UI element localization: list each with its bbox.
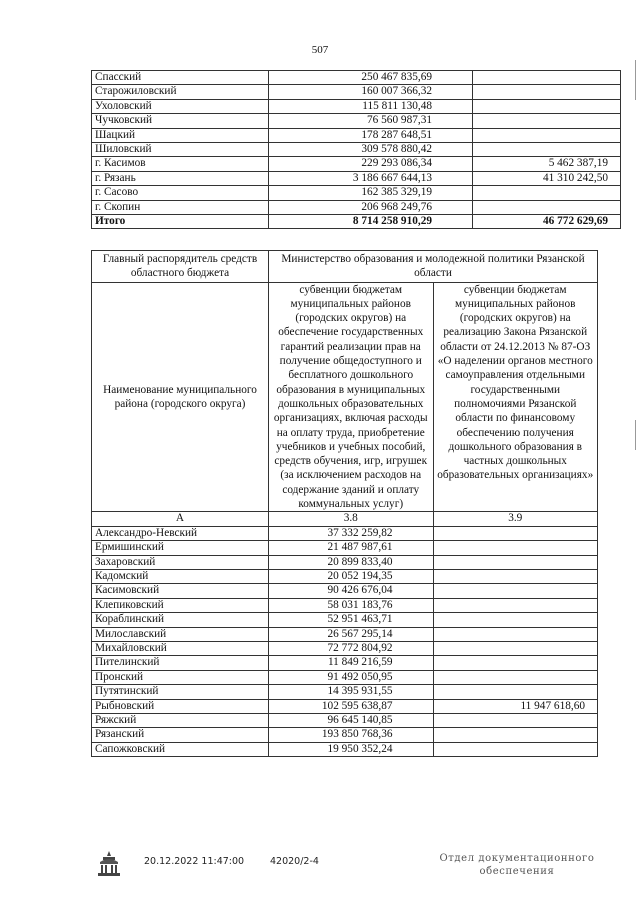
table-row xyxy=(92,128,621,142)
amount-col1: 96 645 140,85 xyxy=(269,714,434,728)
municipality-name: Кораблинский xyxy=(92,613,269,627)
municipality-name: Чучковский xyxy=(92,114,269,128)
amount-col1: 72 772 804,92 xyxy=(269,642,434,656)
amount-col2 xyxy=(473,71,621,85)
amount-col2 xyxy=(433,656,598,670)
amount-col2 xyxy=(433,714,598,728)
amount-col2 xyxy=(433,728,598,742)
header-row-columns xyxy=(92,282,598,512)
municipality-name: г. Рязань xyxy=(92,171,269,185)
municipality-column-label: Наименование муниципального района (городского округа) xyxy=(92,282,269,512)
municipality-name: Старожиловский xyxy=(92,85,269,99)
page-number: 507 xyxy=(311,44,329,56)
amount-col1: 20 899 833,40 xyxy=(269,555,434,569)
amount-col1: 115 811 130,48 xyxy=(269,99,473,113)
table-row xyxy=(92,99,621,113)
municipality-name: г. Касимов xyxy=(92,157,269,171)
municipality-name: Спасский xyxy=(92,71,269,85)
municipality-name: Рыбновский xyxy=(92,699,269,713)
municipality-name: Клепиковский xyxy=(92,598,269,612)
table-row xyxy=(92,699,598,713)
amount-col2 xyxy=(433,685,598,699)
amount-col2: 5 462 387,19 xyxy=(473,157,621,171)
table-row xyxy=(92,85,621,99)
amount-col1: 90 426 676,04 xyxy=(269,584,434,598)
municipality-name: Александро-Невский xyxy=(92,526,269,540)
table-row xyxy=(92,526,598,540)
table-row xyxy=(92,186,621,200)
column-3-9-description: субвенции бюджетам муниципальных районов (городских округов) на реализацию Закона Рязанской области от 24.12.2013 № 87-ОЗ «О наделении органов местного самоуправления отдельными государственными полномочиями Рязанской области по финансовому обеспечению получения дошкольного образования в частных дошкольных образовательных организациях» xyxy=(433,282,598,512)
municipality-name: Шацкий xyxy=(92,128,269,142)
table-row xyxy=(92,598,598,612)
municipality-name: Пронский xyxy=(92,670,269,684)
table-row xyxy=(92,584,598,598)
column-code-3-9: 3.9 xyxy=(433,512,598,526)
municipality-name: г. Сасово xyxy=(92,186,269,200)
municipality-name: г. Скопин xyxy=(92,200,269,214)
amount-col1: 20 052 194,35 xyxy=(269,569,434,583)
header-row-manager xyxy=(92,251,598,283)
municipality-name: Шиловский xyxy=(92,143,269,157)
table-row xyxy=(92,157,621,171)
municipality-name: Рязанский xyxy=(92,728,269,742)
header-row-codes xyxy=(92,512,598,526)
amount-col1: 250 467 835,69 xyxy=(269,71,473,85)
amount-col1: 76 560 987,31 xyxy=(269,114,473,128)
amount-col2 xyxy=(473,200,621,214)
scan-edge-mark xyxy=(635,420,636,450)
table-row xyxy=(92,728,598,742)
table-row xyxy=(92,670,598,684)
stamp-line-1: Отдел документационного xyxy=(439,853,595,864)
amount-col2 xyxy=(433,584,598,598)
table-row xyxy=(92,656,598,670)
amount-col1: 193 850 768,36 xyxy=(269,728,434,742)
amount-col1: 162 385 329,19 xyxy=(269,186,473,200)
scan-edge-mark xyxy=(635,60,636,100)
amount-col1: 26 567 295,14 xyxy=(269,627,434,641)
amount-col1: 58 031 183,76 xyxy=(269,598,434,612)
municipality-name: Пителинский xyxy=(92,656,269,670)
municipality-name: Захаровский xyxy=(92,555,269,569)
amount-col1: 206 968 249,76 xyxy=(269,200,473,214)
amount-col2 xyxy=(473,143,621,157)
amount-col2: 41 310 242,50 xyxy=(473,171,621,185)
municipality-name: Кадомский xyxy=(92,569,269,583)
footer-datetime: 20.12.2022 11:47:00 xyxy=(144,856,245,867)
duma-logo-icon xyxy=(94,848,124,878)
amount-col2 xyxy=(433,569,598,583)
amount-col1: 21 487 987,61 xyxy=(269,541,434,555)
amount-col1: 11 849 216,59 xyxy=(269,656,434,670)
table-row xyxy=(92,642,598,656)
amount-col2 xyxy=(433,613,598,627)
amount-col2 xyxy=(473,99,621,113)
municipality-name: Милославский xyxy=(92,627,269,641)
municipality-name: Сапожковский xyxy=(92,742,269,756)
amount-col1: 102 595 638,87 xyxy=(269,699,434,713)
amount-col2 xyxy=(473,128,621,142)
amount-col2 xyxy=(473,114,621,128)
amount-col1: 14 395 931,55 xyxy=(269,685,434,699)
amount-col2 xyxy=(433,541,598,555)
budget-table-part1 xyxy=(91,70,621,229)
municipality-name: Ухоловский xyxy=(92,99,269,113)
amount-col2 xyxy=(433,598,598,612)
ministry-name: Министерство образования и молодежной политики Рязанской области xyxy=(269,251,598,283)
column-code-3-8: 3.8 xyxy=(269,512,434,526)
amount-col2: 46 772 629,69 xyxy=(473,215,621,229)
column-code-a: А xyxy=(92,512,269,526)
table-row xyxy=(92,143,621,157)
table-row xyxy=(92,215,621,229)
column-3-8-description: субвенции бюджетам муниципальных районов (городских округов) на обеспечение государственных гарантий реализации прав на получение общедоступного и бесплатного дошкольного образования в муниципальных дошкольных образовательных организациях, включая расходы на оплату труда, приобретение учебников и учебных пособий, средств обучения, игр, игрушек (за исключением расходов на содержание зданий и оплату коммунальных услуг) xyxy=(269,282,434,512)
municipality-name: Михайловский xyxy=(92,642,269,656)
stamp-line-2: обеспечения xyxy=(479,866,555,877)
amount-col1: 91 492 050,95 xyxy=(269,670,434,684)
table-row xyxy=(92,569,598,583)
budget-table-part2 xyxy=(91,250,598,757)
table-row xyxy=(92,541,598,555)
table-row xyxy=(92,555,598,569)
amount-col1: 3 186 667 644,13 xyxy=(269,171,473,185)
amount-col1: 309 578 880,42 xyxy=(269,143,473,157)
amount-col1: 178 287 648,51 xyxy=(269,128,473,142)
footer-doc-number: 42020/2-4 xyxy=(270,856,319,867)
amount-col2 xyxy=(433,642,598,656)
amount-col2 xyxy=(433,627,598,641)
amount-col2 xyxy=(473,85,621,99)
main-manager-label: Главный распорядитель средств областного бюджета xyxy=(92,251,269,283)
amount-col2 xyxy=(433,526,598,540)
municipality-name: Путятинский xyxy=(92,685,269,699)
amount-col1: 52 951 463,71 xyxy=(269,613,434,627)
department-stamp xyxy=(428,852,606,878)
amount-col1: 160 007 366,32 xyxy=(269,85,473,99)
table-row xyxy=(92,71,621,85)
amount-col1: 37 332 259,82 xyxy=(269,526,434,540)
table-row xyxy=(92,714,598,728)
municipality-name: Касимовский xyxy=(92,584,269,598)
amount-col1: 8 714 258 910,29 xyxy=(269,215,473,229)
amount-col2 xyxy=(433,555,598,569)
municipality-name: Итого xyxy=(92,215,269,229)
amount-col2: 11 947 618,60 xyxy=(433,699,598,713)
amount-col2 xyxy=(473,186,621,200)
amount-col2 xyxy=(433,670,598,684)
table-row xyxy=(92,685,598,699)
table-row xyxy=(92,114,621,128)
amount-col1: 229 293 086,34 xyxy=(269,157,473,171)
table-row xyxy=(92,200,621,214)
table-row xyxy=(92,171,621,185)
table-row xyxy=(92,742,598,756)
municipality-name: Ермишинский xyxy=(92,541,269,555)
table-row xyxy=(92,627,598,641)
amount-col2 xyxy=(433,742,598,756)
table-row xyxy=(92,613,598,627)
municipality-name: Ряжский xyxy=(92,714,269,728)
amount-col1: 19 950 352,24 xyxy=(269,742,434,756)
